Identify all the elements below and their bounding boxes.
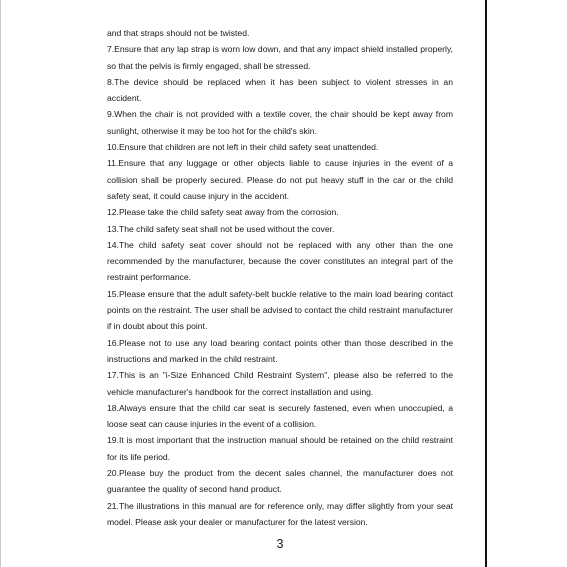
paragraph-19: 19.It is most important that the instruction manual should be retained on the child restraint for its life period. <box>107 435 453 462</box>
paragraph-9: 9.When the chair is not provided with a textile cover, the chair should be kept away from sunlight, otherwise it may be too hot for the child's skin. <box>107 109 453 136</box>
instruction-text-block <box>107 25 453 530</box>
paragraph-8: 8.The device should be replaced when it has been subject to violent stresses in an accident. <box>107 76 453 104</box>
paragraph-7: 7.Ensure that any lap strap is worn low down, and that any impact shield installed properly, so that the pelvis is firmly engaged, shall be stressed. <box>107 44 453 71</box>
paragraph-10: 10.Ensure that children are not left in their child safety seat unattended. <box>107 142 379 153</box>
left-page-border <box>0 0 1 567</box>
paragraph-15: 15.Please ensure that the adult safety-belt buckle relative to the main load bearing contact points on the restraint. The user shall be advised to contact the child restraint manufacturer if in doubt about this point. <box>107 288 453 332</box>
page-number: 3 <box>276 537 284 551</box>
paragraph-16: 16.Please not to use any load bearing contact points other than those described in the instructions and marked in the child restraint. <box>107 337 453 364</box>
paragraph-11: 11.Ensure that any luggage or other objects liable to cause injuries in the event of a collision shall be properly secured. Please do not put heavy stuff in the car or the child safety seat, it could cause injury in the accident. <box>107 158 453 201</box>
paragraph-13: 13.The child safety seat shall not be used without the cover. <box>107 223 335 234</box>
paragraph-17: 17.This is an "i-Size Enhanced Child Restraint System", please also be referred to the vehicle manufacturer's handbook for the correct installation and using. <box>107 370 453 397</box>
paragraph-14: 14.The child safety seat cover should not be replaced with any other than the one recommended by the manufacturer, because the cover constitutes an integral part of the restraint performance. <box>107 239 453 283</box>
paragraph-12: 12.Please take the child safety seat away from the corrosion. <box>107 207 339 218</box>
paragraph-21: 21.The illustrations in this manual are for reference only, may differ slightly from your seat model. Please ask your dealer or manufacturer for the latest version. <box>107 500 453 527</box>
right-page-border <box>485 0 487 567</box>
paragraph-continuation: and that straps should not be twisted. <box>107 28 250 38</box>
paragraph-20: 20.Please buy the product from the decent sales channel, the manufacturer does not guarantee the quality of second hand product. <box>107 468 453 495</box>
paragraph-18: 18.Always ensure that the child car seat is securely fastened, even when unoccupied, a loose seat can cause injuries in the event of a collision. <box>107 402 453 430</box>
